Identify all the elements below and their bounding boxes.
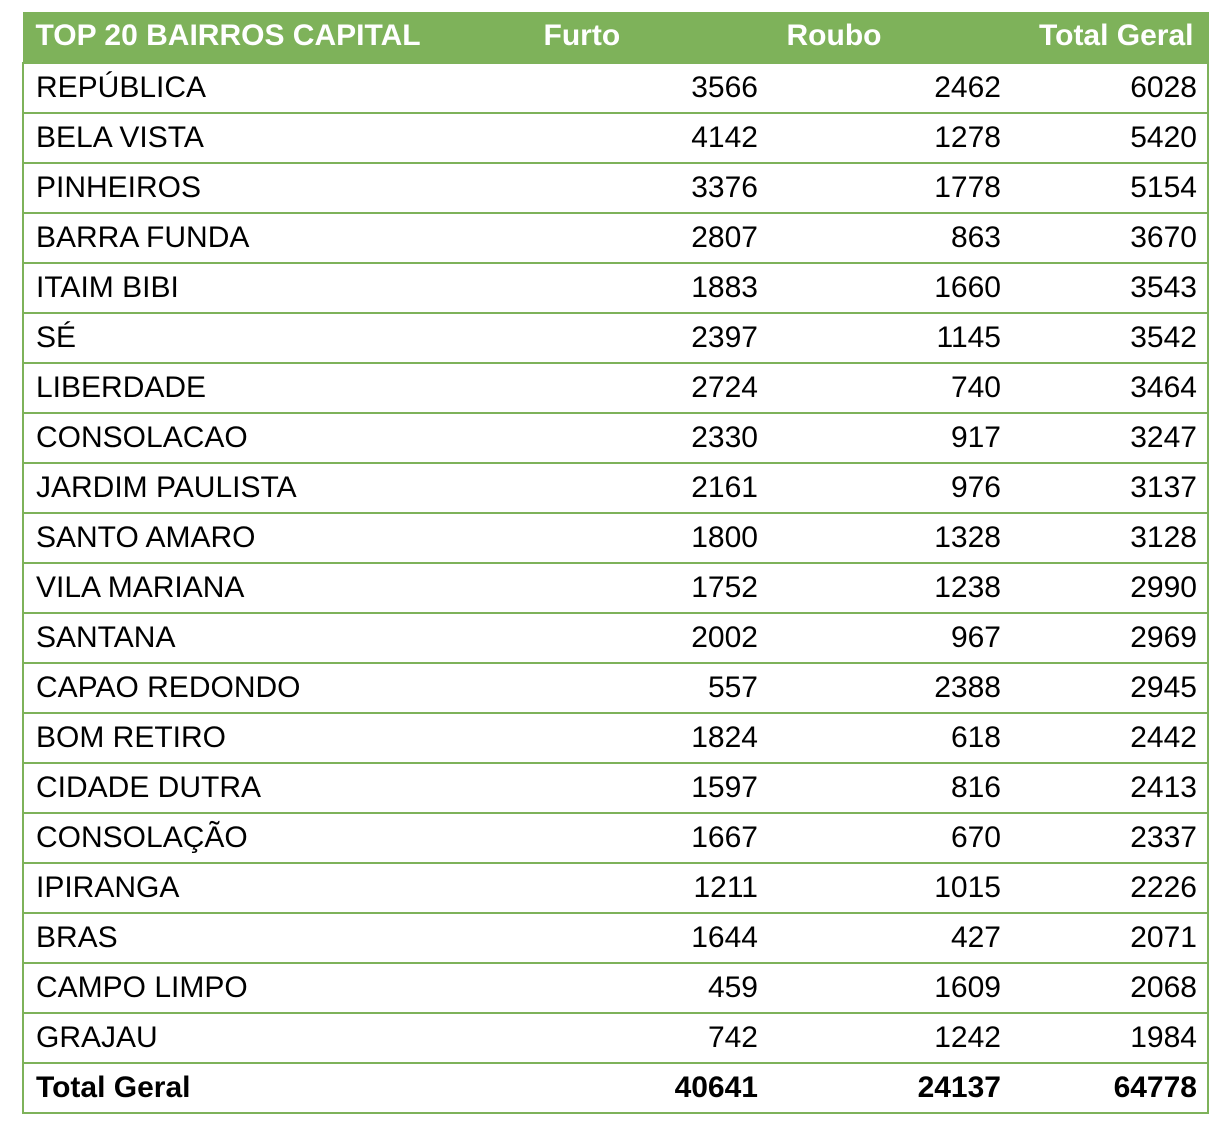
cell-total: 5154 — [1011, 163, 1208, 213]
cell-total: 3247 — [1011, 413, 1208, 463]
header-bairros: TOP 20 BAIRROS CAPITAL — [23, 13, 523, 63]
cell-furto: 2002 — [523, 613, 768, 663]
cell-bairro: BOM RETIRO — [23, 713, 523, 763]
cell-bairro: LIBERDADE — [23, 363, 523, 413]
cell-total: 2071 — [1011, 913, 1208, 963]
cell-bairro: CAMPO LIMPO — [23, 963, 523, 1013]
cell-total: 1984 — [1011, 1013, 1208, 1063]
table-row — [23, 413, 1208, 463]
table-row — [23, 563, 1208, 613]
table-row — [23, 163, 1208, 213]
table-row — [23, 113, 1208, 163]
table-row — [23, 463, 1208, 513]
cell-bairro: PINHEIROS — [23, 163, 523, 213]
table-row — [23, 1013, 1208, 1063]
cell-roubo: 1145 — [768, 313, 1011, 363]
cell-furto: 1667 — [523, 813, 768, 863]
cell-bairro: CAPAO REDONDO — [23, 663, 523, 713]
cell-roubo: 1328 — [768, 513, 1011, 563]
cell-roubo: 816 — [768, 763, 1011, 813]
cell-furto: 2161 — [523, 463, 768, 513]
cell-roubo: 863 — [768, 213, 1011, 263]
header-total-geral: Total Geral — [1011, 13, 1208, 63]
header-roubo: Roubo — [768, 13, 1011, 63]
cell-furto: 3566 — [523, 63, 768, 113]
cell-total: 2969 — [1011, 613, 1208, 663]
cell-total: 5420 — [1011, 113, 1208, 163]
table-row — [23, 913, 1208, 963]
header-row — [23, 13, 1208, 63]
table-row — [23, 263, 1208, 313]
footer-total: 64778 — [1011, 1063, 1208, 1113]
cell-bairro: CONSOLACAO — [23, 413, 523, 463]
footer-roubo: 24137 — [768, 1063, 1011, 1113]
cell-total: 3670 — [1011, 213, 1208, 263]
table-row — [23, 663, 1208, 713]
cell-bairro: BELA VISTA — [23, 113, 523, 163]
cell-total: 2413 — [1011, 763, 1208, 813]
cell-furto: 1883 — [523, 263, 768, 313]
cell-bairro: IPIRANGA — [23, 863, 523, 913]
table-row — [23, 963, 1208, 1013]
cell-roubo: 917 — [768, 413, 1011, 463]
cell-bairro: VILA MARIANA — [23, 563, 523, 613]
cell-roubo: 1015 — [768, 863, 1011, 913]
table-row — [23, 63, 1208, 113]
cell-roubo: 976 — [768, 463, 1011, 513]
cell-furto: 3376 — [523, 163, 768, 213]
cell-bairro: SANTANA — [23, 613, 523, 663]
cell-furto: 2724 — [523, 363, 768, 413]
cell-furto: 1644 — [523, 913, 768, 963]
cell-total: 2337 — [1011, 813, 1208, 863]
cell-furto: 1211 — [523, 863, 768, 913]
cell-roubo: 1660 — [768, 263, 1011, 313]
cell-roubo: 670 — [768, 813, 1011, 863]
cell-roubo: 1609 — [768, 963, 1011, 1013]
table-row — [23, 513, 1208, 563]
header-furto: Furto — [523, 13, 768, 63]
cell-furto: 2397 — [523, 313, 768, 363]
table-row — [23, 713, 1208, 763]
cell-bairro: BRAS — [23, 913, 523, 963]
cell-roubo: 1238 — [768, 563, 1011, 613]
cell-roubo: 618 — [768, 713, 1011, 763]
cell-furto: 4142 — [523, 113, 768, 163]
cell-total: 2226 — [1011, 863, 1208, 913]
table-row — [23, 213, 1208, 263]
cell-total: 3137 — [1011, 463, 1208, 513]
cell-roubo: 967 — [768, 613, 1011, 663]
cell-bairro: SÉ — [23, 313, 523, 363]
cell-roubo: 2388 — [768, 663, 1011, 713]
cell-roubo: 1242 — [768, 1013, 1011, 1063]
cell-bairro: REPÚBLICA — [23, 63, 523, 113]
table-row — [23, 613, 1208, 663]
cell-total: 3542 — [1011, 313, 1208, 363]
table-row — [23, 813, 1208, 863]
cell-bairro: ITAIM BIBI — [23, 263, 523, 313]
footer-row — [23, 1063, 1208, 1113]
footer-label: Total Geral — [23, 1063, 523, 1113]
cell-total: 2442 — [1011, 713, 1208, 763]
table-row — [23, 763, 1208, 813]
cell-total: 3543 — [1011, 263, 1208, 313]
cell-total: 3128 — [1011, 513, 1208, 563]
cell-furto: 2807 — [523, 213, 768, 263]
table-row — [23, 863, 1208, 913]
cell-roubo: 2462 — [768, 63, 1011, 113]
cell-roubo: 740 — [768, 363, 1011, 413]
cell-furto: 557 — [523, 663, 768, 713]
cell-furto: 742 — [523, 1013, 768, 1063]
cell-bairro: CIDADE DUTRA — [23, 763, 523, 813]
cell-furto: 1752 — [523, 563, 768, 613]
cell-furto: 1800 — [523, 513, 768, 563]
cell-bairro: CONSOLAÇÃO — [23, 813, 523, 863]
table-body — [23, 63, 1208, 1063]
cell-bairro: GRAJAU — [23, 1013, 523, 1063]
cell-furto: 459 — [523, 963, 768, 1013]
cell-total: 3464 — [1011, 363, 1208, 413]
cell-bairro: BARRA FUNDA — [23, 213, 523, 263]
cell-furto: 1597 — [523, 763, 768, 813]
cell-total: 2945 — [1011, 663, 1208, 713]
cell-roubo: 1278 — [768, 113, 1011, 163]
cell-total: 2068 — [1011, 963, 1208, 1013]
cell-furto: 1824 — [523, 713, 768, 763]
crime-table-container — [22, 12, 1207, 1114]
cell-total: 6028 — [1011, 63, 1208, 113]
table-row — [23, 313, 1208, 363]
cell-bairro: JARDIM PAULISTA — [23, 463, 523, 513]
cell-total: 2990 — [1011, 563, 1208, 613]
top-20-bairros-table — [22, 12, 1209, 1114]
cell-bairro: SANTO AMARO — [23, 513, 523, 563]
cell-roubo: 1778 — [768, 163, 1011, 213]
cell-furto: 2330 — [523, 413, 768, 463]
cell-roubo: 427 — [768, 913, 1011, 963]
table-row — [23, 363, 1208, 413]
footer-furto: 40641 — [523, 1063, 768, 1113]
